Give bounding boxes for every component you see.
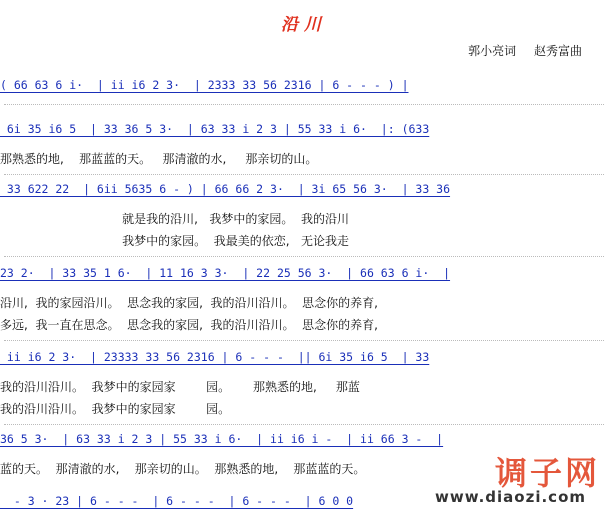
lyric-line: 多远, 我一直在思念。 思念我的家园, 我的沿川沿川。 思念你的养育,: [0, 318, 378, 332]
divider: [4, 174, 604, 175]
notation-line-2: 6i 35 i6 5 | 33 36 5 3· | 63 33 i 2 3 | 55 33 i 6· |: (633: [0, 122, 430, 136]
lyric-line: 我梦中的家园。 我最美的依恋, 无论我走: [0, 234, 349, 248]
notation-line-3: 33 622 22 | 6ii 5635 6 - ) | 66 66 2 3· | 3i 65 56 3· | 33 36: [0, 182, 451, 196]
credits: [468, 42, 582, 59]
notation-line-6: 36 5 3· | 63 33 i 2 3 | 55 33 i 6· | ii i6 i - | ii 66 3 - |: [0, 432, 444, 446]
notation-line-5: ii i6 2 3· | 23333 33 56 2316 | 6 - - - || 6i 35 i6 5 | 33: [0, 350, 430, 364]
divider: [4, 340, 604, 341]
lyric-line: 我的沿川沿川。 我梦中的家园家 园。 那熟悉的地, 那蓝: [0, 380, 360, 394]
notation-line-7: - 3 · 23 | 6 - - - | 6 - - - | 6 - - - | 6 0 0: [0, 494, 354, 508]
composer: 赵秀富曲: [533, 44, 582, 58]
watermark-url: www.diaozi.com: [434, 488, 586, 506]
divider: [4, 104, 604, 105]
watermark-logo: 调子网: [494, 454, 600, 492]
song-title: 沿川: [281, 15, 327, 35]
lyric-line: 沿川, 我的家园沿川。 思念我的家园, 我的沿川沿川。 思念你的养育,: [0, 296, 378, 310]
notation-line-1: ( 66 63 6 i· | ii i6 2 3· | 2333 33 56 2316 | 6 - - - ) |: [0, 78, 409, 92]
notation-line-4: 23 2· | 33 35 1 6· | 11 16 3 3· | 22 25 56 3· | 66 63 6 i· |: [0, 266, 451, 280]
lyric-line: 蓝的天。 那清澈的水, 那亲切的山。 那熟悉的地, 那蓝蓝的天。: [0, 462, 366, 476]
lyric-line: 我的沿川沿川。 我梦中的家园家 园。: [0, 402, 231, 416]
divider: [4, 424, 604, 425]
lyric-line: 那熟悉的地, 那蓝蓝的天。 那清澈的水, 那亲切的山。: [0, 152, 318, 166]
divider: [4, 256, 604, 257]
lyric-line: 就是我的沿川, 我梦中的家园。 我的沿川: [0, 212, 349, 226]
lyricist: 郭小亮词: [468, 44, 517, 58]
